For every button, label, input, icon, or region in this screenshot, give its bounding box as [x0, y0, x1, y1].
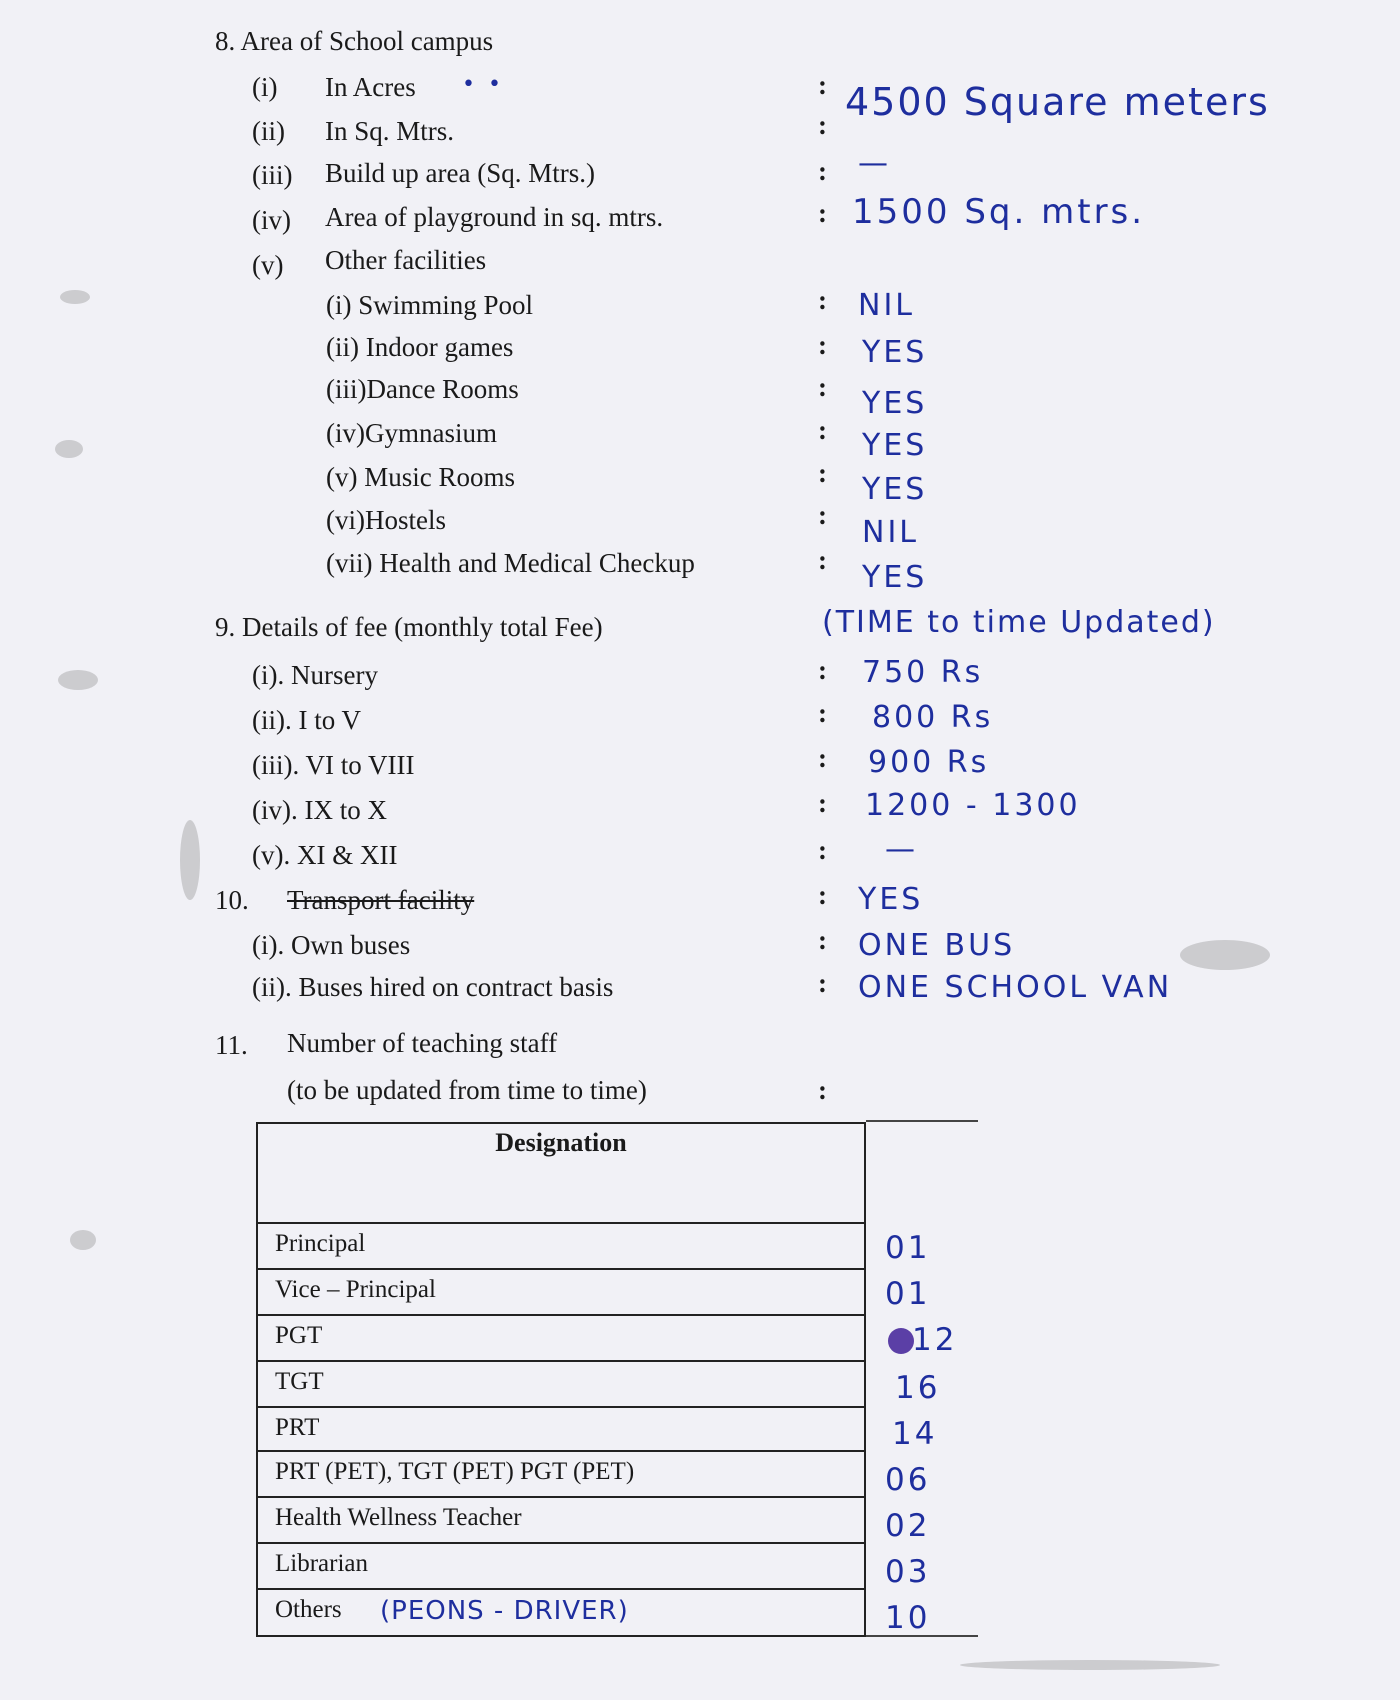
fee-ix-x-value: 1200 - 1300: [865, 788, 1081, 823]
table-divider: [256, 1496, 866, 1498]
table-row: PRT (PET), TGT (PET) PGT (PET): [275, 1458, 635, 1485]
colon: :: [818, 968, 827, 998]
colon: :: [818, 458, 827, 488]
colon: :: [818, 156, 827, 186]
facility-music-value: YES: [862, 472, 928, 507]
hired-buses: (ii). Buses hired on contract basis: [252, 972, 614, 1002]
fee-xi-xii-value: —: [885, 832, 918, 867]
fee-i-v-value: 800 Rs: [872, 700, 994, 735]
scan-noise: [58, 670, 98, 690]
s8-roman-4: (iv): [252, 205, 291, 235]
table-divider: [256, 1268, 866, 1270]
section11-heading: Number of teaching staff: [287, 1028, 558, 1058]
colon: :: [818, 788, 827, 818]
colon: :: [818, 500, 827, 530]
section8-heading: 8. Area of School campus: [215, 26, 494, 56]
s8-value-3: —: [858, 146, 891, 181]
section10-value: YES: [858, 882, 924, 917]
colon: :: [818, 198, 827, 228]
section11-subheading: (to be updated from time to time): [287, 1075, 647, 1105]
ink-dots: • •: [462, 72, 504, 97]
fee-vi-viii-value: 900 Rs: [868, 745, 990, 780]
facility-music: (v) Music Rooms: [326, 462, 515, 492]
scan-noise: [960, 1660, 1220, 1670]
colon: :: [818, 1075, 827, 1105]
fee-xi-xii: (v). XI & XII: [252, 840, 398, 870]
s8-label-3: Build up area (Sq. Mtrs.): [325, 158, 595, 188]
s8-roman-2: (ii): [252, 116, 285, 146]
table-divider: [256, 1222, 866, 1224]
table-count: 10: [885, 1600, 931, 1636]
s8-value-2: 4500 Square meters: [845, 80, 1270, 124]
table-count: 16: [895, 1370, 941, 1406]
facility-hostels: (vi)Hostels: [326, 505, 446, 535]
scan-noise: [1180, 940, 1270, 970]
table-row: PGT: [275, 1322, 323, 1349]
table-count: 14: [892, 1416, 938, 1452]
scan-noise: [55, 440, 83, 458]
colon: :: [818, 835, 827, 865]
facility-indoor-value: YES: [862, 335, 928, 370]
colon: :: [818, 698, 827, 728]
facility-health: (vii) Health and Medical Checkup: [326, 548, 695, 578]
colon: :: [818, 285, 827, 315]
table-header-designation: Designation: [495, 1128, 627, 1157]
table-divider: [256, 1314, 866, 1316]
table-divider: [256, 1406, 866, 1408]
table-divider: [256, 1542, 866, 1544]
table-row: Librarian: [275, 1550, 369, 1577]
section10-heading: Transport facility: [287, 885, 475, 915]
table-row: Health Wellness Teacher: [275, 1504, 522, 1531]
facility-hostels-value: NIL: [862, 515, 920, 550]
table-row: Others: [275, 1596, 342, 1623]
colon: :: [818, 880, 827, 910]
section10-number: 10.: [215, 885, 249, 915]
fee-ix-x: (iv). IX to X: [252, 795, 387, 825]
own-buses-value: ONE BUS: [858, 928, 1016, 963]
table-row: PRT: [275, 1414, 320, 1441]
fee-nursery-value: 750 Rs: [862, 655, 984, 690]
section11-number: 11.: [215, 1030, 248, 1060]
s8-roman-3: (iii): [252, 160, 293, 190]
facility-health-value: YES: [862, 560, 928, 595]
ink-blot-icon: [888, 1328, 914, 1354]
colon: :: [818, 372, 827, 402]
table-divider: [256, 1450, 866, 1452]
table-count: 06: [885, 1462, 931, 1498]
facility-dance: (iii)Dance Rooms: [326, 374, 519, 404]
s8-label-4: Area of playground in sq. mtrs.: [325, 202, 664, 232]
table-row: Principal: [275, 1230, 366, 1257]
section9-note: (TIME to time Updated): [822, 605, 1216, 640]
colon: :: [818, 415, 827, 445]
scan-noise: [60, 290, 90, 304]
colon: :: [818, 330, 827, 360]
table-count: 01: [885, 1230, 931, 1266]
table-count: 12: [912, 1322, 958, 1358]
table-row: TGT: [275, 1368, 324, 1395]
facility-gym-value: YES: [862, 428, 928, 463]
scan-noise: [180, 820, 200, 900]
s8-roman-1: (i): [252, 72, 278, 102]
section9-heading: 9. Details of fee (monthly total Fee): [215, 612, 603, 642]
table-count: 01: [885, 1276, 931, 1312]
colon: :: [818, 70, 827, 100]
others-note: (PEONS - DRIVER): [380, 1596, 629, 1626]
s8-roman-5: (v): [252, 250, 284, 280]
colon: :: [818, 110, 827, 140]
colon: :: [818, 655, 827, 685]
colon: :: [818, 925, 827, 955]
s8-value-4: 1500 Sq. mtrs.: [852, 192, 1146, 232]
fee-vi-viii: (iii). VI to VIII: [252, 750, 415, 780]
s8-label-5: Other facilities: [325, 245, 487, 275]
table-count: 02: [885, 1508, 931, 1544]
table-divider: [256, 1360, 866, 1362]
table-count: 03: [885, 1554, 931, 1590]
table-divider: [256, 1588, 866, 1590]
table-row: Vice – Principal: [275, 1276, 436, 1303]
facility-swimming-value: NIL: [858, 288, 916, 323]
scan-noise: [70, 1230, 96, 1250]
s8-label-1: In Acres: [325, 72, 416, 102]
facility-indoor: (ii) Indoor games: [326, 332, 514, 362]
facility-gym: (iv)Gymnasium: [326, 418, 497, 448]
facility-swimming: (i) Swimming Pool: [326, 290, 534, 320]
own-buses: (i). Own buses: [252, 930, 411, 960]
fee-nursery: (i). Nursery: [252, 660, 378, 690]
colon: :: [818, 545, 827, 575]
fee-i-v: (ii). I to V: [252, 705, 361, 735]
hired-buses-value: ONE SCHOOL VAN: [858, 970, 1173, 1005]
facility-dance-value: YES: [862, 386, 928, 421]
colon: :: [818, 743, 827, 773]
table-extension-line: [866, 1120, 978, 1122]
s8-label-2: In Sq. Mtrs.: [325, 116, 455, 146]
